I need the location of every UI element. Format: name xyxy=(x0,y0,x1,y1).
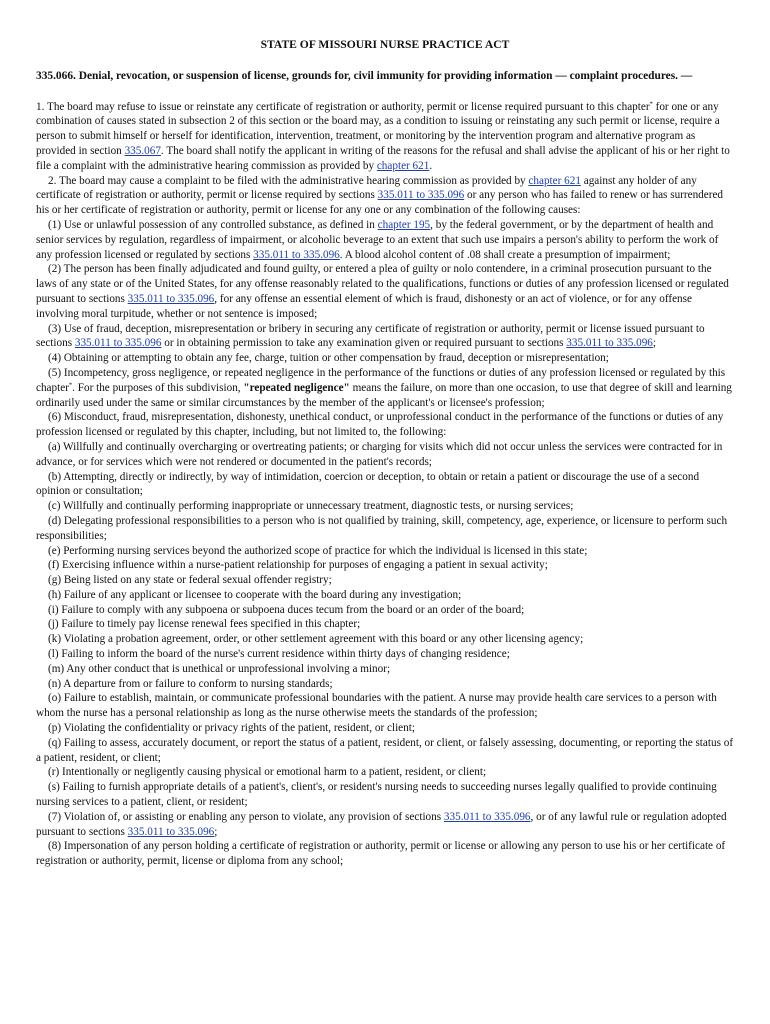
text-run: 1. The board may refuse to issue or reinstate any certificate of registration or authority, permit or license required pursuant to this chapter xyxy=(36,100,650,113)
text-run: or in obtaining permission to take any examination given or required pursuant to sections xyxy=(161,337,567,350)
subitem-r: (r) Intentionally or negligently causing physical or emotional harm to a patient, resident, or client; xyxy=(48,766,487,779)
subitem-d: (d) Delegating professional responsibilities to a person who is not qualified by training, skill, competency, age, experience, or licensure to perform such responsibilities; xyxy=(36,514,728,542)
item-2 xyxy=(36,262,734,321)
subitem-i: (i) Failure to comply with any subpoena or subpoena duces tecum from the board or an order of the board; xyxy=(48,603,525,616)
text-run: . The board shall notify the applicant in writing of the reasons for the refusal and shall advise the applicant of his or her right to file a complaint with the administrative hearing commission as provided by xyxy=(36,144,730,172)
text-run: for one or any combination of causes stated in subsection 2 of this section or the board may, as a condition to issuing or reinstating any such permit or license, require a person to submit himself or herself for identification, intervention, treatment, or monitoring by the intervention program and alternative program as provided in section xyxy=(36,100,720,157)
item-8: (8) Impersonation of any person holding a certificate of registration or authority, permit or license or allowing any person to use his or her certificate of registration or authority, permit, license or diploma from any school; xyxy=(36,840,726,868)
subitem-p: (p) Violating the confidentiality or privacy rights of the patient, resident, or client; xyxy=(48,722,415,735)
subitem-q: (q) Failing to assess, accurately document, or report the status of a patient, resident, or client, or falsely assessing, documenting, or reporting the status of a patient, resident, or client; xyxy=(36,736,734,764)
text-run: . xyxy=(429,159,433,172)
item-6: (6) Misconduct, fraud, misrepresentation, dishonesty, unethical conduct, or unprofessional conduct in the performance of the functions or duties of any profession licensed or regulated by this chapter, including, but not limited to, the following: xyxy=(36,411,724,439)
subitem-c: (c) Willfully and continually performing inappropriate or unnecessary treatment, diagnostic tests, or nursing services; xyxy=(48,500,574,513)
item-3 xyxy=(36,322,734,352)
text-run: (7) Violation of, or assisting or enabling any person to violate, any provision of sections xyxy=(48,810,444,823)
text-run: . A blood alcohol content of .08 shall create a presumption of impairment; xyxy=(339,248,671,261)
text-run: , by the federal government, or by the department of health and senior services by regulation, regardless of impairment, or alcoholic beverage to an extent that such use impairs a person's ability to perform the work of any profession licensed or regulated by sections xyxy=(36,218,719,261)
link-chapter-621[interactable]: chapter 621 xyxy=(528,174,581,187)
subitem-g: (g) Being listed on any state or federal sexual offender registry; xyxy=(48,574,332,587)
subitem-j: (j) Failure to timely pay license renewal fees specified in this chapter; xyxy=(48,618,361,631)
subitem-b: (b) Attempting, directly or indirectly, by way of intimidation, coercion or deception, to obtain or retain a patient or discourage the use of a second opinion or consultation; xyxy=(36,470,700,498)
text-run: against any holder of any certificate of registration or authority, permit or license required by sections xyxy=(36,174,697,202)
footnote-marker: * xyxy=(649,99,653,107)
paragraph-2 xyxy=(36,174,734,218)
link-sections-335-011-to-335-096[interactable]: 335.011 to 335.096 xyxy=(377,189,465,202)
subitem-e: (e) Performing nursing services beyond the authorized scope of practice for which the individual is licensed in this state; xyxy=(48,544,588,557)
text-run: 2. The board may cause a complaint to be filed with the administrative hearing commission as provided by xyxy=(48,174,529,187)
text-run: ; xyxy=(214,825,218,838)
subitem-s: (s) Failing to furnish appropriate details of a patient's, client's, or resident's nursing needs to succeeding nurses legally qualified to provide continuing nursing services to a patient, client, or resident; xyxy=(36,781,717,809)
subitem-m: (m) Any other conduct that is unethical or unprofessional involving a minor; xyxy=(48,662,391,675)
subitem-h: (h) Failure of any applicant or licensee to cooperate with the board during any investigation; xyxy=(48,588,462,601)
link-sections-335-011-to-335-096[interactable]: 335.011 to 335.096 xyxy=(253,248,340,261)
subitem-a: (a) Willfully and continually overcharging or overtreating patients; or charging for visits which did not occur unless the services were contracted for in advance, or for services which were not rendered or documented in the patient's records; xyxy=(36,440,723,468)
link-sections-335-011-to-335-096[interactable]: 335.011 to 335.096 xyxy=(443,810,531,823)
text-run: ; xyxy=(652,337,657,350)
text-run: or any person who has failed to renew or has surrendered his or her certificate of registration or authority, permit or license for any one or any combination of the following causes: xyxy=(36,189,724,217)
document-title: STATE OF MISSOURI NURSE PRACTICE ACT xyxy=(260,38,510,51)
footnote-marker: * xyxy=(68,381,73,388)
subitem-o: (o) Failure to establish, maintain, or communicate professional boundaries with the patient. A nurse may provide health care services to a person with whom the nurse has a personal relationship as long as the nurse otherwise meets the standards of the profession; xyxy=(36,692,717,720)
text-run: (3) Use of fraud, deception, misrepresentation or bribery in securing any certificate of registration or authority, permit or license issued pursuant to sections xyxy=(36,322,705,350)
link-chapter-621[interactable]: chapter 621 xyxy=(376,159,430,172)
text-run: (1) Use or unlawful possession of any controlled substance, as defined in xyxy=(48,218,378,231)
link-section-335-067[interactable]: 335.067 xyxy=(124,144,161,157)
item-4: (4) Obtaining or attempting to obtain any fee, charge, tuition or other compensation by fraud, deception or misrepresentation; xyxy=(48,352,609,365)
item-7 xyxy=(36,810,734,840)
link-chapter-195[interactable]: chapter 195 xyxy=(377,218,431,231)
link-sections-335-011-to-335-096[interactable]: 335.011 to 335.096 xyxy=(74,337,162,350)
text-run: (2) The person has been finally adjudicated and found guilty, or entered a plea of guilty or nolo contendere, in a criminal prosecution pursuant to the laws of any state or of the United States, for any offense reasonably related to the qualifications, functions or duties of any profession licensed or regulated pursuant to sections xyxy=(36,263,729,305)
link-sections-335-011-to-335-096[interactable]: 335.011 to 335.096 xyxy=(127,292,215,305)
subitem-n: (n) A departure from or failure to conform to nursing standards; xyxy=(48,677,333,690)
paragraph-1 xyxy=(36,100,734,174)
text-run: means the failure, on more than one occasion, to use that degree of skill and learning ordinarily used under the same or similar circumstances by the member of the applicant's or licensee's profession; xyxy=(36,381,732,409)
section-heading: 335.066. Denial, revocation, or suspension of license, grounds for, civil immunity for providing information — complaint procedures. — xyxy=(36,69,693,82)
item-1 xyxy=(36,218,734,262)
subitem-f: (f) Exercising influence within a nurse-patient relationship for purposes of engaging a patient in sexual activity; xyxy=(48,559,548,572)
subitem-k: (k) Violating a probation agreement, order, or other settlement agreement with this board or any other licensing agency; xyxy=(48,633,584,646)
text-run: . For the purposes of this subdivision, xyxy=(72,381,244,394)
item-5 xyxy=(36,366,734,410)
defined-term: "repeated negligence" xyxy=(243,381,350,394)
subitem-l: (l) Failing to inform the board of the nurse's current residence within thirty days of changing residence; xyxy=(48,648,510,661)
link-sections-335-011-to-335-096[interactable]: 335.011 to 335.096 xyxy=(566,337,653,350)
text-run: , or of any lawful rule or regulation adopted pursuant to sections xyxy=(36,810,727,838)
link-sections-335-011-to-335-096[interactable]: 335.011 to 335.096 xyxy=(127,825,215,838)
text-run: , for any offense an essential element of which is fraud, dishonesty or an act of violence, or for any offense involving moral turpitude, whether or not sentence is imposed; xyxy=(36,292,692,320)
text-run: (5) Incompetency, gross negligence, or repeated negligence in the performance of the functions or duties of any profession licensed or regulated by this chapter xyxy=(36,366,726,394)
